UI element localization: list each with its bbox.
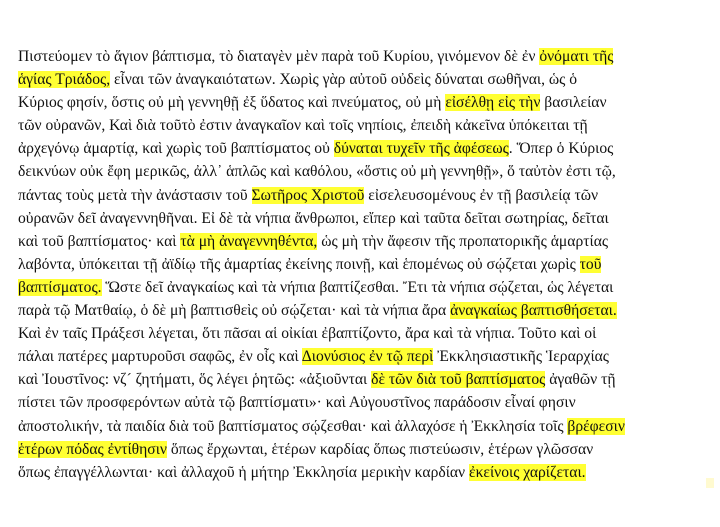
text-line xyxy=(18,345,708,368)
text-segment: οὐρανῶν δεῖ ἀναγεννηθῆναι. Εἰ δὲ τὰ νήπια ἄνθρωποι, εἴπερ καὶ ταῦτα δεῖται σωτηρίας, δεῖται xyxy=(18,209,609,227)
text-line xyxy=(18,438,708,461)
text-segment: εἶναι τῶν ἀναγκαιότατων. Χωρὶς γὰρ αὐτοῦ οὐδεὶς δύναται σωθῆναι, ὡς ὁ xyxy=(110,71,578,89)
text-line xyxy=(18,415,708,438)
highlighted-phrase: Διονύσιος ἐν τῷ περὶ xyxy=(301,348,434,366)
highlighted-phrase: βρέφεσιν xyxy=(567,417,625,435)
highlighted-phrase: ἑτέρων πόδας ἐντίθησιν xyxy=(18,440,167,458)
text-segment: εἰσελευσομένους ἐν τῇ βασιλείᾳ τῶν xyxy=(364,186,599,204)
highlighted-phrase: ἁγίας Τριάδος, xyxy=(18,71,111,89)
highlighted-phrase: δύναται τυχεῖν τῆς ἀφέσεως xyxy=(333,140,509,158)
text-line xyxy=(18,230,708,253)
text-segment: Ἐκκλησιαστικῆς Ἱεραρχίας xyxy=(433,348,609,366)
highlighted-phrase: Σωτῆρος Χριστοῦ xyxy=(251,186,365,204)
text-line xyxy=(18,114,708,137)
text-line xyxy=(18,184,708,207)
text-line xyxy=(18,461,708,484)
text-segment: πίστει τῶν προσφερόντων αὐτὰ τῷ βαπτίσματι»· καὶ Αὐγουστῖνος παράδοσιν εἶναί φησιν xyxy=(18,394,576,412)
text-segment: Καὶ ἐν ταῖς Πράξεσι λέγεται, ὅτι πᾶσαι αἱ οἰκίαι ἐβαπτίζοντο, ἄρα καὶ τὰ νήπια. Τοῦτο καὶ οἱ xyxy=(18,325,597,343)
text-line xyxy=(18,137,708,160)
text-segment: ὡς μὴ τὴν ἄφεσιν τῆς προπατορικῆς ἁμαρτίας xyxy=(317,232,609,250)
text-segment: Πιστεύομεν τὸ ἅγιον βάπτισμα, τὸ διαταγὲν μὲν παρὰ τοῦ Κυρίου, γινόμενον δὲ ἐν xyxy=(18,48,540,65)
text-segment: ἀποστολικήν, τὰ παιδία διὰ τοῦ βαπτίσματος σῴζεσθαι· καὶ ἀλλαχόσε ἡ Ἐκκλησία τοῖς xyxy=(18,417,568,435)
highlighted-phrase: τὰ μὴ ἀναγεννηθέντα, xyxy=(180,232,318,250)
highlighted-phrase: ὀνόματι τῆς xyxy=(539,48,614,65)
highlighted-phrase: τοῦ xyxy=(579,255,602,273)
text-segment: πάλαι πατέρες μαρτυροῦσι σαφῶς, ἐν οἷς καὶ xyxy=(18,348,302,366)
text-segment: βασιλείαν xyxy=(540,94,607,112)
text-line xyxy=(18,207,708,230)
text-line xyxy=(18,45,708,68)
text-segment: Κύριος φησίν, ὅστις οὐ μὴ γεννηθῇ ἐξ ὕδατος καὶ πνεύματος, οὐ μὴ xyxy=(18,94,446,112)
highlighted-phrase: ἀναγκαίως βαπτισθήσεται. xyxy=(450,302,617,320)
highlighted-phrase: ἐκείνοις χαρίζεται. xyxy=(469,463,586,481)
text-segment: ὅπως ἔρχωνται, ἑτέρων καρδίας ὅπως πιστεύωσιν, ἑτέρων γλῶσσαν xyxy=(166,440,594,458)
text-segment: λαβόντα, ὑπόκειται τῇ ἀϊδίῳ τῆς ἁμαρτίας ἐκείνης ποινῇ, καὶ ἑπομένως οὐ σῴζεται χωρὶς xyxy=(18,255,580,273)
text-line xyxy=(18,253,708,276)
text-line xyxy=(18,368,708,391)
text-segment: ὅπως ἐπαγγέλλωνται· καὶ ἀλλαχοῦ ἡ μήτηρ Ἐκκλησία μερικὴν καρδίαν xyxy=(18,463,470,481)
text-segment: παρὰ τῷ Ματθαίῳ, ὁ δὲ μὴ βαπτισθεὶς οὐ σῴζεται· καὶ τὰ νήπια ἄρα xyxy=(18,302,451,320)
page-edge-mark xyxy=(706,478,714,488)
text-segment: Ὥστε δεῖ ἀναγκαίως καὶ τὰ νήπια βαπτίζεσθαι. Ἔτι τὰ νήπια σῴζεται, ὡς λέγεται xyxy=(101,278,614,296)
text-segment: καὶ τοῦ βαπτίσματος· καὶ xyxy=(18,232,181,250)
highlighted-phrase: εἰσέλθῃ εἰς τὴν xyxy=(445,94,541,112)
text-line xyxy=(18,322,708,345)
document-body xyxy=(18,45,708,484)
text-segment: ἀγαθῶν τῇ xyxy=(545,371,616,389)
text-segment: καὶ Ἰουστῖνος: νζ´ ζητήματι, ὅς λέγει ῥητῶς: «ἀξιοῦνται xyxy=(18,371,372,389)
highlighted-phrase: δὲ τῶν διὰ τοῦ βαπτίσματος xyxy=(371,371,546,389)
highlighted-phrase: βαπτίσματος. xyxy=(18,278,102,296)
text-segment: . Ὅπερ ὁ Κύριος xyxy=(508,140,614,158)
text-line xyxy=(18,299,708,322)
text-segment: πάντας τοὺς μετὰ τὴν ἀνάστασιν τοῦ xyxy=(18,186,252,204)
text-line xyxy=(18,391,708,414)
text-line xyxy=(18,276,708,299)
text-segment: τῶν οὐρανῶν, Καὶ διὰ τοῦτὸ ἐστιν ἀναγκαῖον καὶ τοῖς νηπίοις, ἐπειδὴ κἀκεῖνα ὑπόκειται τῇ xyxy=(18,117,588,135)
text-line xyxy=(18,160,708,183)
text-line xyxy=(18,68,708,91)
text-segment: δεικνύων οὐκ ἔφη μερικῶς, ἀλλ᾽ ἁπλῶς καὶ καθόλου, «ὅστις οὐ μὴ γεννηθῇ», ὅ ταὐτὸν ἐστι τῷ, xyxy=(18,163,616,181)
text-segment: ἀρχεγόνῳ ἁμαρτίᾳ, καὶ χωρὶς τοῦ βαπτίσματος οὐ xyxy=(18,140,334,158)
text-line xyxy=(18,91,708,114)
